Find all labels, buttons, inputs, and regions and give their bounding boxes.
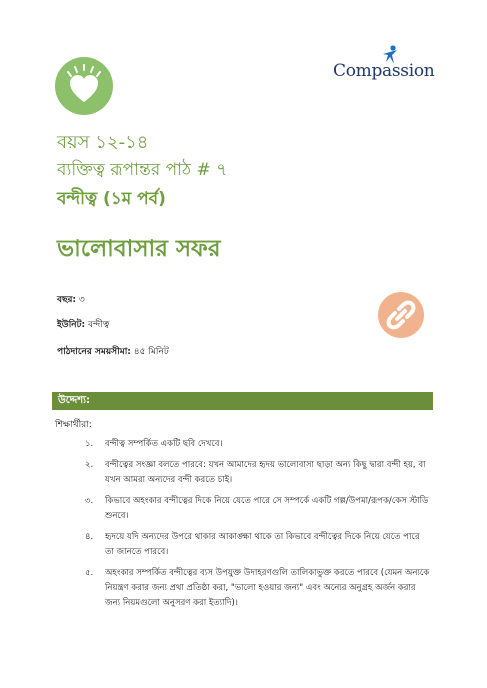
lesson-title: ভালোবাসার সফর bbox=[57, 236, 221, 262]
unit-value: বন্দীত্ব bbox=[88, 320, 110, 330]
objectives-list bbox=[85, 437, 430, 617]
objective-item bbox=[85, 494, 430, 524]
objective-text: বন্দীত্ব সম্পর্কিত একটি ছবি দেখবে। bbox=[105, 439, 223, 449]
objective-item bbox=[85, 437, 430, 452]
objective-text: কিভাবে অহংকার বন্দীত্বের দিকে নিয়ে যেতে পারে সে সম্পর্কে একটি গল্প/উপমা/রূপক/কেস স্টাডি শুনবে। bbox=[105, 496, 429, 521]
objective-text: বন্দীত্বের সংজ্ঞা বলতে পারবে: যখন আমাদের হৃদয় ভালোবাসা ছাড়া অন্য কিছু দ্বারা বন্দী হয়, বা যখন আমরা অন্যদের বন্দী করতে চাই। bbox=[105, 460, 426, 485]
duration-value: ৪৫ মিনিট bbox=[133, 347, 169, 357]
heart-badge bbox=[55, 57, 113, 115]
heart-icon bbox=[55, 57, 113, 115]
objective-number: ৩. bbox=[85, 496, 94, 506]
meta-unit bbox=[57, 317, 109, 332]
objective-item bbox=[85, 530, 430, 560]
learners-label: শিক্ষার্থীরা: bbox=[55, 420, 92, 430]
objective-number: ৫. bbox=[85, 568, 94, 578]
meta-duration bbox=[57, 344, 169, 359]
objective-text: হৃদয়ে যদি অন্যদের উপরে থাকার আকাঙ্ক্ষা থাকে তা কিভাবে বন্দীত্বের দিকে নিয়ে যেতে পারে তা জানতে পারবে। bbox=[105, 532, 420, 557]
unit-label: ইউনিট: bbox=[57, 320, 86, 330]
duration-label: পাঠদানের সময়সীমা: bbox=[57, 347, 131, 357]
objective-number: ৪. bbox=[85, 532, 94, 542]
year-label: বছর: bbox=[57, 295, 77, 305]
compassion-logo bbox=[333, 45, 443, 85]
link-icon bbox=[378, 292, 424, 338]
part-title: বন্দীত্ব (১ম পর্ব) bbox=[57, 189, 166, 209]
objectives-heading: উদ্দেশ্য: bbox=[52, 392, 433, 410]
series-title: ব্যক্তিত্ব রূপান্তর পাঠ # ৭ bbox=[57, 160, 228, 180]
objective-number: ২. bbox=[85, 460, 94, 470]
objective-text: অহংকার সম্পর্কিত বন্দীত্বের ব্যস উপযুক্ত উদাহরণগুলি তালিকাভুক্ত করতে পারবে (যেমন অন্যকে নিয়ন্ত্রণ করার জন্য প্রথা প্রতিষ্ঠা করা, "ভালো হওয়ার জন্য" এবং অন্যের অনুগ্রহ অর্জন করার জন্য নিয়মগুলো অনুসরণ করা ইত্যাদি)। bbox=[105, 568, 430, 608]
meta-year bbox=[57, 292, 85, 307]
year-value: ৩ bbox=[78, 295, 85, 305]
logo-text: Compassion bbox=[333, 61, 435, 81]
objective-item bbox=[85, 566, 430, 611]
objective-item bbox=[85, 458, 430, 488]
age-range: বয়স ১২-১৪ bbox=[57, 132, 149, 153]
link-badge bbox=[378, 292, 424, 338]
objective-number: ১. bbox=[85, 439, 94, 449]
